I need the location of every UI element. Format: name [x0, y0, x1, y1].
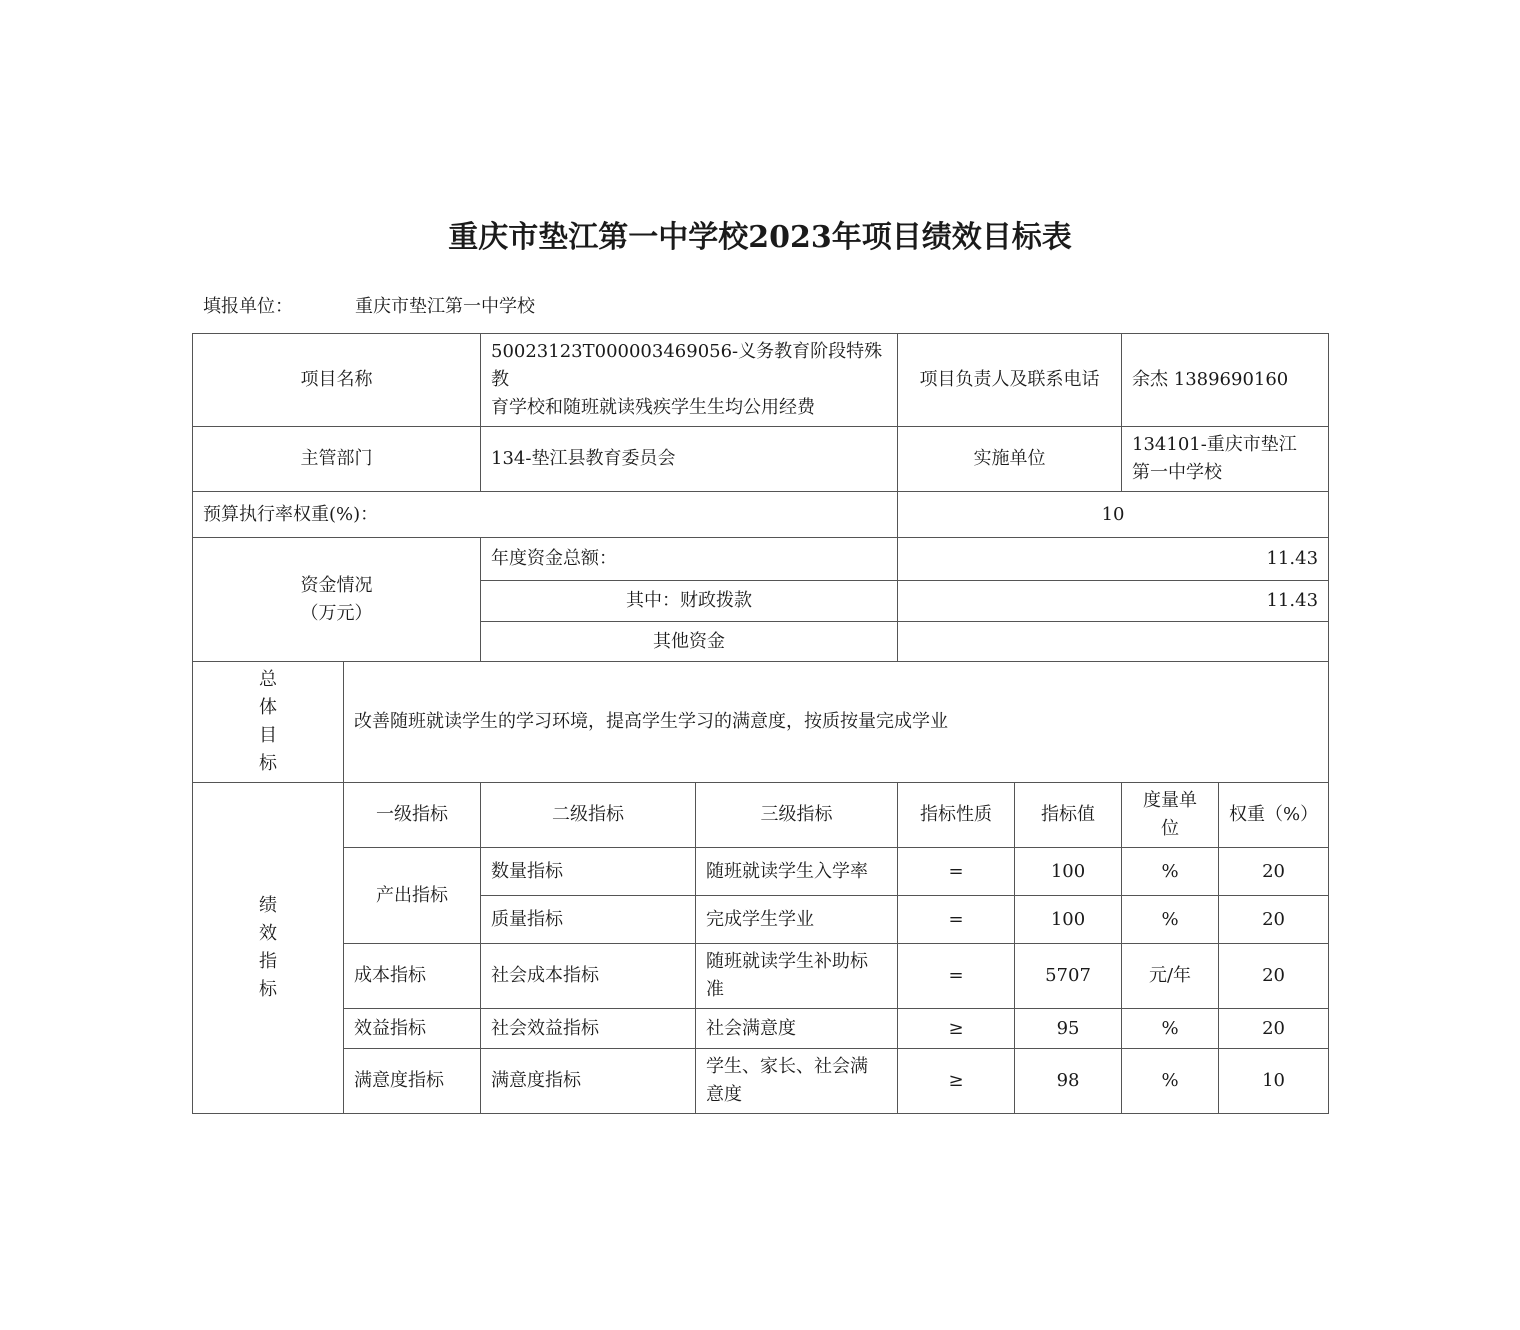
row-level2: 社会成本指标 — [481, 944, 696, 1009]
row-level3: 社会满意度 — [696, 1009, 898, 1049]
row-level3: 学生、家长、社会满 意度 — [696, 1049, 898, 1114]
row-unit: % — [1122, 1049, 1219, 1114]
indicators-label: 绩 效 指 标 — [193, 783, 344, 1114]
funds-other-label: 其他资金 — [481, 622, 898, 662]
row-level1: 满意度指标 — [344, 1049, 481, 1114]
row-level3: 随班就读学生补助标 准 — [696, 944, 898, 1009]
row-unit: % — [1122, 1009, 1219, 1049]
overall-goal-text: 改善随班就读学生的学习环境，提高学生学习的满意度，按质按量完成学业 — [344, 662, 1329, 783]
page-title: 重庆市垫江第一中学校2023年项目绩效目标表 — [448, 220, 1072, 255]
output-indicator-label: 产出指标 — [344, 848, 481, 944]
row-level1: 效益指标 — [344, 1009, 481, 1049]
dept-row — [193, 427, 1329, 492]
row-nature: = — [898, 944, 1015, 1009]
table-row — [193, 848, 1329, 896]
funds-label — [193, 538, 481, 662]
row-level2: 社会效益指标 — [481, 1009, 696, 1049]
overall-goal-row — [193, 662, 1329, 783]
filler-unit-value: 重庆市垫江第一中学校 — [355, 296, 535, 317]
row-level1: 成本指标 — [344, 944, 481, 1009]
header-unit: 度量单 位 — [1122, 783, 1219, 848]
contact-value: 余杰 1389690160 — [1122, 334, 1329, 427]
row-value: 98 — [1015, 1049, 1122, 1114]
funds-fiscal-value: 11.43 — [898, 581, 1329, 622]
row-level3: 完成学生学业 — [696, 896, 898, 944]
funds-total-value: 11.43 — [898, 538, 1329, 581]
funds-total-row — [193, 538, 1329, 581]
header-weight: 权重（%） — [1219, 783, 1329, 848]
project-name-row — [193, 334, 1329, 427]
row-value: 95 — [1015, 1009, 1122, 1049]
row-nature: ≥ — [898, 1049, 1015, 1114]
filler-unit-row — [203, 292, 535, 318]
dept-value: 134-垫江县教育委员会 — [481, 427, 898, 492]
funds-label-line2: （万元） — [300, 602, 373, 624]
funds-label-line1: 资金情况 — [300, 574, 373, 596]
row-value: 100 — [1015, 848, 1122, 896]
row-weight: 10 — [1219, 1049, 1329, 1114]
row-value: 100 — [1015, 896, 1122, 944]
project-name-label: 项目名称 — [193, 334, 481, 427]
table-row — [193, 944, 1329, 1009]
impl-unit-value — [1122, 427, 1329, 492]
budget-weight-value: 10 — [898, 492, 1329, 538]
overall-goal-label: 总 体 目 标 — [193, 662, 344, 783]
filler-unit-label: 填报单位： — [203, 296, 293, 317]
impl-unit-line2: 第一中学校 — [1132, 462, 1223, 483]
project-name-line1: 50023123T000003469056-义务教育阶段特殊教 — [491, 341, 883, 390]
table-row — [193, 1009, 1329, 1049]
header-level2: 二级指标 — [481, 783, 696, 848]
row-level2: 满意度指标 — [481, 1049, 696, 1114]
header-nature: 指标性质 — [898, 783, 1015, 848]
header-level1: 一级指标 — [344, 783, 481, 848]
row-nature: = — [898, 896, 1015, 944]
header-value: 指标值 — [1015, 783, 1122, 848]
row-weight: 20 — [1219, 1009, 1329, 1049]
impl-unit-line1: 134101-重庆市垫江 — [1132, 434, 1297, 455]
row-unit: 元/年 — [1122, 944, 1219, 1009]
impl-unit-label: 实施单位 — [898, 427, 1122, 492]
funds-fiscal-label: 其中：财政拨款 — [481, 581, 898, 622]
row-unit: % — [1122, 848, 1219, 896]
performance-target-table — [192, 333, 1329, 1114]
funds-total-label: 年度资金总额： — [481, 538, 898, 581]
table-row — [193, 1049, 1329, 1114]
budget-weight-row — [193, 492, 1329, 538]
indicator-header-row — [193, 783, 1329, 848]
contact-label: 项目负责人及联系电话 — [898, 334, 1122, 427]
row-weight: 20 — [1219, 848, 1329, 896]
header-level3: 三级指标 — [696, 783, 898, 848]
project-name-value — [481, 334, 898, 427]
row-weight: 20 — [1219, 944, 1329, 1009]
row-nature: = — [898, 848, 1015, 896]
row-level2: 质量指标 — [481, 896, 696, 944]
row-level3: 随班就读学生入学率 — [696, 848, 898, 896]
dept-label: 主管部门 — [193, 427, 481, 492]
row-nature: ≥ — [898, 1009, 1015, 1049]
funds-other-value — [898, 622, 1329, 662]
row-weight: 20 — [1219, 896, 1329, 944]
row-level2: 数量指标 — [481, 848, 696, 896]
row-value: 5707 — [1015, 944, 1122, 1009]
budget-weight-label: 预算执行率权重(%)： — [193, 492, 898, 538]
row-unit: % — [1122, 896, 1219, 944]
project-name-line2: 育学校和随班就读残疾学生生均公用经费 — [491, 397, 815, 418]
